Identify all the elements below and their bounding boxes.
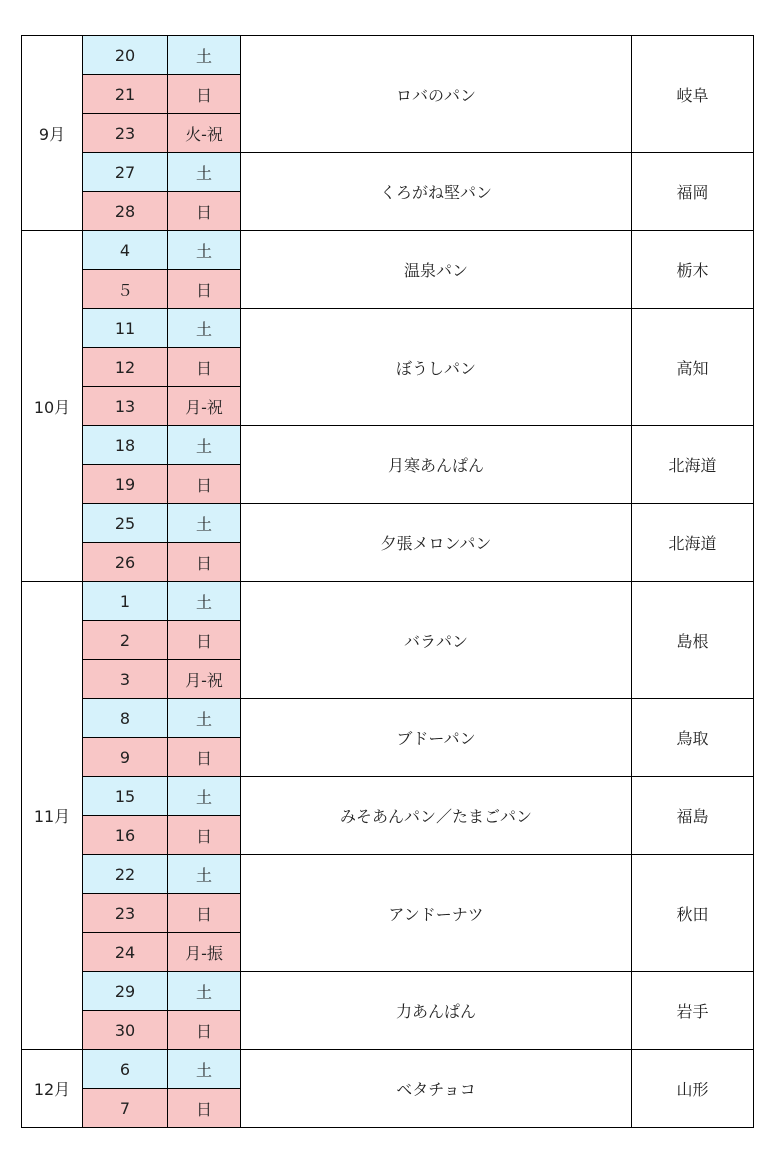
day-number: 30 — [83, 1011, 168, 1050]
table-row — [22, 426, 754, 465]
day-number: 22 — [83, 855, 168, 894]
table-row — [22, 777, 754, 816]
day-number: 29 — [83, 972, 168, 1011]
prefecture: 北海道 — [632, 426, 754, 504]
month-label: 9月 — [22, 36, 83, 231]
day-of-week: 日 — [168, 621, 241, 660]
day-number: 2 — [83, 621, 168, 660]
day-of-week: 日 — [168, 75, 241, 114]
event-name: くろがね堅パン — [241, 153, 632, 231]
day-number: 20 — [83, 36, 168, 75]
event-name: アンドーナツ — [241, 855, 632, 972]
day-number: 12 — [83, 348, 168, 387]
day-number: 28 — [83, 192, 168, 231]
table-row — [22, 855, 754, 894]
day-of-week: 土 — [168, 309, 241, 348]
day-number: 18 — [83, 426, 168, 465]
day-of-week: 日 — [168, 192, 241, 231]
event-name: 夕張メロンパン — [241, 504, 632, 582]
day-number: 13 — [83, 387, 168, 426]
prefecture: 福岡 — [632, 153, 754, 231]
day-number: 7 — [83, 1089, 168, 1128]
day-of-week: 日 — [168, 543, 241, 582]
day-of-week: 土 — [168, 231, 241, 270]
table-row — [22, 1050, 754, 1089]
day-of-week: 土 — [168, 855, 241, 894]
table-row — [22, 699, 754, 738]
table-row — [22, 504, 754, 543]
day-of-week: 土 — [168, 1050, 241, 1089]
event-name: ロバのパン — [241, 36, 632, 153]
day-number: 27 — [83, 153, 168, 192]
event-schedule-table — [21, 35, 754, 1128]
day-of-week: 土 — [168, 699, 241, 738]
prefecture: 秋田 — [632, 855, 754, 972]
day-of-week: 日 — [168, 816, 241, 855]
day-number: 24 — [83, 933, 168, 972]
schedule-body — [22, 36, 754, 1128]
day-of-week: 土 — [168, 36, 241, 75]
day-number: 3 — [83, 660, 168, 699]
prefecture: 山形 — [632, 1050, 754, 1128]
day-of-week: 日 — [168, 738, 241, 777]
day-of-week: 土 — [168, 777, 241, 816]
event-name: みそあんパン／たまごパン — [241, 777, 632, 855]
day-of-week: 日 — [168, 465, 241, 504]
day-number: ５ — [83, 270, 168, 309]
day-of-week: 土 — [168, 972, 241, 1011]
table-row — [22, 231, 754, 270]
day-number: 15 — [83, 777, 168, 816]
month-label: 10月 — [22, 231, 83, 582]
event-name: ブドーパン — [241, 699, 632, 777]
day-of-week: 日 — [168, 348, 241, 387]
table-row — [22, 36, 754, 75]
day-number: 16 — [83, 816, 168, 855]
prefecture: 北海道 — [632, 504, 754, 582]
day-of-week: 土 — [168, 426, 241, 465]
event-name: バラパン — [241, 582, 632, 699]
prefecture: 栃木 — [632, 231, 754, 309]
day-of-week: 日 — [168, 270, 241, 309]
day-of-week: 土 — [168, 504, 241, 543]
prefecture: 岩手 — [632, 972, 754, 1050]
day-number: 19 — [83, 465, 168, 504]
prefecture: 鳥取 — [632, 699, 754, 777]
day-number: 6 — [83, 1050, 168, 1089]
day-of-week: 土 — [168, 582, 241, 621]
day-number: 21 — [83, 75, 168, 114]
day-number: 23 — [83, 894, 168, 933]
day-number: 26 — [83, 543, 168, 582]
event-name: 温泉パン — [241, 231, 632, 309]
table-row — [22, 153, 754, 192]
day-of-week: 月-祝 — [168, 387, 241, 426]
day-number: 9 — [83, 738, 168, 777]
day-of-week: 日 — [168, 894, 241, 933]
event-name: ベタチョコ — [241, 1050, 632, 1128]
day-number: 4 — [83, 231, 168, 270]
day-number: 11 — [83, 309, 168, 348]
day-number: 23 — [83, 114, 168, 153]
day-of-week: 土 — [168, 153, 241, 192]
day-of-week: 月-振 — [168, 933, 241, 972]
event-name: 力あんぱん — [241, 972, 632, 1050]
prefecture: 高知 — [632, 309, 754, 426]
day-of-week: 日 — [168, 1011, 241, 1050]
month-label: 11月 — [22, 582, 83, 1050]
table-row — [22, 582, 754, 621]
day-number: 1 — [83, 582, 168, 621]
day-of-week: 月-祝 — [168, 660, 241, 699]
event-name: ぼうしパン — [241, 309, 632, 426]
day-number: 8 — [83, 699, 168, 738]
event-name: 月寒あんぱん — [241, 426, 632, 504]
month-label: 12月 — [22, 1050, 83, 1128]
table-row — [22, 972, 754, 1011]
day-number: 25 — [83, 504, 168, 543]
prefecture: 福島 — [632, 777, 754, 855]
table-row — [22, 309, 754, 348]
prefecture: 岐阜 — [632, 36, 754, 153]
day-of-week: 火-祝 — [168, 114, 241, 153]
prefecture: 島根 — [632, 582, 754, 699]
day-of-week: 日 — [168, 1089, 241, 1128]
